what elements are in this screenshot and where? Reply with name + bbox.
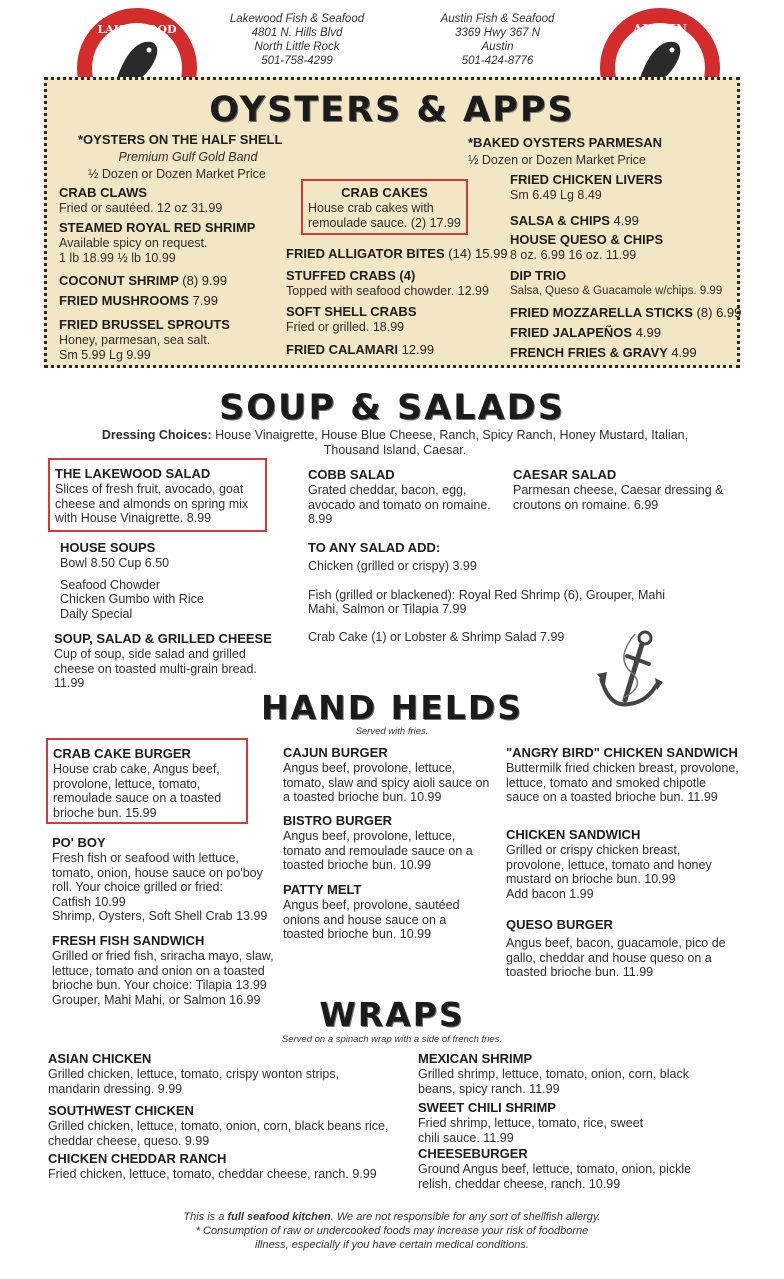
cobb-salad-item: COBB SALAD Grated cheddar, bacon, egg, avocado and tomato on romaine. 8.99 — [308, 467, 491, 526]
fried-jalapenos-item: FRIED JALAPEÑOS 4.99 — [510, 325, 662, 340]
salsa-chips-item: SALSA & CHIPS 4.99 — [510, 213, 639, 228]
soup-salad-grilled-cheese-item: SOUP, SALAD & GRILLED CHEESE Cup of soup, side salad and grilled cheese on toasted multi-grain bread. 11.99 — [54, 631, 272, 690]
fresh-fish-sandwich-item: FRESH FISH SANDWICH Grilled or fried fish, sriracha mayo, slaw, lettuce, tomato and onion on a toasted brioche bun. Your choice: Tilapia 13.99 Grouper, Mahi Mahi, or Salmon 16.99 — [52, 933, 274, 1007]
mozzarella-sticks-item: FRIED MOZZARELLA STICKS (8) 6.99 — [510, 305, 742, 320]
sweet-chili-shrimp-wrap: SWEET CHILI SHRIMP Fried shrimp, lettuce, tomato, rice, sweet chili sauce. 11.99 — [418, 1100, 644, 1145]
svg-text:AUSTIN: AUSTIN — [633, 22, 687, 36]
baked-oysters-item: *BAKED OYSTERS PARMESAN ½ Dozen or Dozen Market Price — [468, 135, 663, 167]
chicken-sandwich-item: CHICKEN SANDWICH Grilled or crispy chicken breast, provolone, lettuce, tomato and honey mustard on brioche bun. 10.99 Add bacon 1.99 — [506, 827, 712, 901]
oysters-apps-title: OYSTERS & APPS — [209, 90, 575, 130]
wraps-title: WRAPS — [319, 995, 465, 1034]
soup-salads-title: SOUP & SALADS — [219, 388, 565, 428]
lakewood-location: Lakewood Fish & Seafood 4801 N. Hills Blvd North Little Rock 501-758-4299 — [222, 12, 372, 68]
half-shell-item: *OYSTERS ON THE HALF SHELL Premium Gulf Gold Band ½ Dozen or Dozen Market Price — [78, 132, 283, 181]
austin-location: Austin Fish & Seafood 3369 Hwy 367 N Austin 501-424-8776 — [415, 12, 580, 68]
wraps-note: Served on a spinach wrap with a side of french fries. — [281, 1034, 503, 1045]
svg-text:LAKE WOOD: LAKE WOOD — [97, 23, 177, 36]
crab-cake-burger-item: CRAB CAKE BURGER House crab cake, Angus beef, provolone, lettuce, tomato, remoulade sauce on a toasted brioche bun. 15.99 — [46, 738, 248, 824]
fried-mushrooms-item: FRIED MUSHROOMS 7.99 — [59, 293, 218, 308]
hand-helds-title: HAND HELDS — [260, 688, 523, 727]
bistro-burger-item: BISTRO BURGER Angus beef, provolone, lettuce, tomato and remoulade sauce on a toasted brioche bun. 10.99 — [283, 813, 473, 872]
cheeseburger-wrap: CHEESEBURGER Ground Angus beef, lettuce, tomato, onion, pickle relish, cheddar cheese, ranch. 10.99 — [418, 1146, 692, 1191]
royal-red-shrimp-item: STEAMED ROYAL RED SHRIMP Available spicy on request. 1 lb 18.99 ½ lb 10.99 — [59, 220, 256, 265]
po-boy-item: PO' BOY Fresh fish or seafood with lettuce, tomato, onion, house sauce on po'boy roll. Your choice grilled or fried: Catfish 10.99 Shrimp, Oysters, Soft Shell Crab 13.99 — [52, 835, 268, 923]
caesar-salad-item: CAESAR SALAD Parmesan cheese, Caesar dressing & croutons on romaine. 6.99 — [513, 467, 724, 512]
queso-chips-item: HOUSE QUESO & CHIPS 8 oz. 6.99 16 oz. 11.99 — [510, 232, 664, 262]
salad-add-ons: TO ANY SALAD ADD: Chicken (grilled or crispy) 3.99 Fish (grilled or blackened): Royal Red Shrimp (6), Grouper, Mahi Mahi, Salmon or Tilapia 7.99 Crab Cake (1) or Lobster & Shrimp Salad 7.99 — [308, 540, 666, 644]
dip-trio-item: DIP TRIO Salsa, Queso & Guacamole w/chips. 9.99 — [510, 268, 723, 297]
mexican-shrimp-wrap: MEXICAN SHRIMP Grilled shrimp, lettuce, tomato, onion, corn, black beans, spicy ranch. 11.99 — [418, 1051, 689, 1096]
angry-bird-sandwich-item: "ANGRY BIRD" CHICKEN SANDWICH Buttermilk fried chicken breast, provolone, lettuce, tomato and smoked chipotle sauce on a toasted brioche bun. 11.99 — [506, 745, 739, 804]
anchor-icon — [595, 628, 667, 712]
lakewood-phone[interactable]: 501-758-4299 — [261, 55, 333, 67]
stuffed-crabs-item: STUFFED CRABS (4) Topped with seafood chowder. 12.99 — [286, 268, 489, 298]
queso-burger-item: QUESO BURGER Angus beef, bacon, guacamole, pico de gallo, cheddar and house queso on a toasted brioche bun. 11.99 — [506, 917, 726, 979]
coconut-shrimp-item: COCONUT SHRIMP (8) 9.99 — [59, 273, 228, 288]
fries-gravy-item: FRENCH FRIES & GRAVY 4.99 — [510, 345, 697, 360]
allergy-footer: This is a full seafood kitchen. We are not responsible for any sort of shellfish allergy. * Consumption of raw or undercooked foods may increase your risk of foodborne illness, especially if you have certain medical conditions. — [183, 1211, 601, 1251]
chicken-livers-item: FRIED CHICKEN LIVERS Sm 6.49 Lg 8.49 — [510, 172, 663, 202]
crab-claws-item: CRAB CLAWS Fried or sautéed. 12 oz 31.99 — [59, 185, 223, 215]
soft-shell-crabs-item: SOFT SHELL CRABS Fried or grilled. 18.99 — [286, 304, 417, 334]
patty-melt-item: PATTY MELT Angus beef, provolone, sautéed onions and house sauce on a toasted brioche bun. 10.99 — [283, 882, 460, 941]
cajun-burger-item: CAJUN BURGER Angus beef, provolone, lettuce, tomato, slaw and spicy aioli sauce on a toasted brioche bun. 10.99 — [283, 745, 490, 804]
chicken-cheddar-ranch-wrap: CHICKEN CHEDDAR RANCH Fried chicken, lettuce, tomato, cheddar cheese, ranch. 9.99 — [48, 1151, 377, 1181]
fried-calamari-item: FRIED CALAMARI 12.99 — [286, 342, 435, 357]
hand-helds-note: Served with fries. — [355, 726, 429, 737]
asian-chicken-wrap: ASIAN CHICKEN Grilled chicken, lettuce, tomato, crispy wonton strips, mandarin dressing. 9.99 — [48, 1051, 340, 1096]
austin-phone[interactable]: 501-424-8776 — [461, 55, 534, 67]
lakewood-salad-item: THE LAKEWOOD SALAD Slices of fresh fruit, avocado, goat cheese and almonds on spring mix with House Vinaigrette. 8.99 — [48, 458, 267, 532]
alligator-bites-item: FRIED ALLIGATOR BITES (14) 15.99 — [286, 246, 508, 261]
southwest-chicken-wrap: SOUTHWEST CHICKEN Grilled chicken, lettuce, tomato, onion, corn, black beans rice, cheddar cheese, queso. 9.99 — [48, 1103, 389, 1148]
dressing-choices: Dressing Choices: House Vinaigrette, House Blue Cheese, Ranch, Spicy Ranch, Honey Mustard, Italian, Thousand Island, Caesar. — [101, 428, 689, 457]
crab-cakes-item: CRAB CAKES House crab cakes with remoulade sauce. (2) 17.99 — [301, 179, 468, 235]
brussel-sprouts-item: FRIED BRUSSEL SPROUTS Honey, parmesan, sea salt. Sm 5.99 Lg 9.99 — [59, 317, 230, 362]
house-soups-item: HOUSE SOUPS Bowl 8.50 Cup 6.50 Seafood Chowder Chicken Gumbo with Rice Daily Special — [60, 540, 204, 621]
